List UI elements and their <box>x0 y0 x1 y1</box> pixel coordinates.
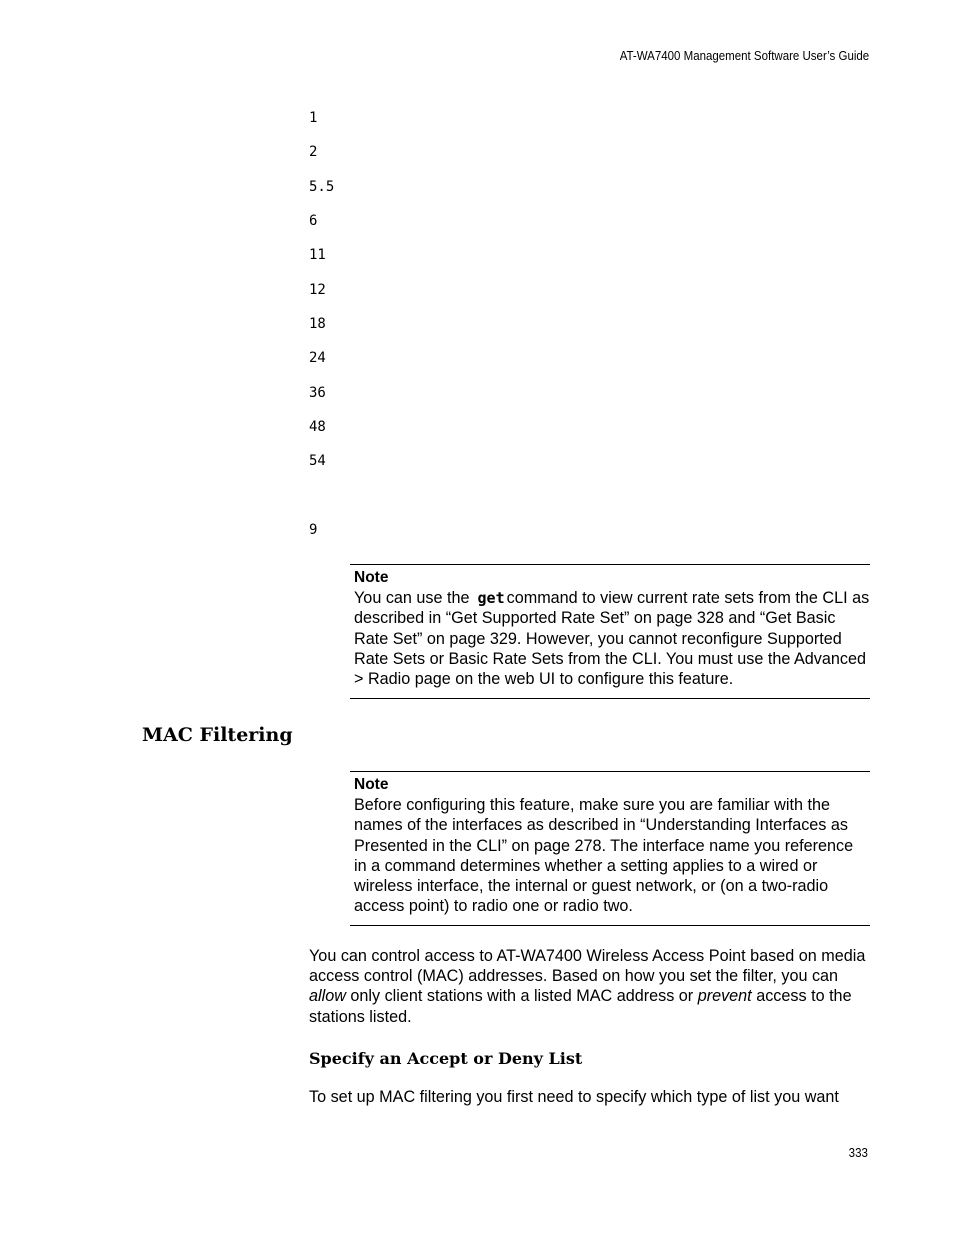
rate-value: 11 <box>309 247 326 263</box>
note-box-rate-sets <box>350 564 870 699</box>
running-header: AT-WA7400 Management Software User’s Guide <box>619 49 869 63</box>
intro-text: You can control access to AT-WA7400 Wireless Access Point based on media access control (MAC) addresses. Based on how you set the filter, you can <box>309 947 866 986</box>
note-box-interfaces <box>350 771 870 926</box>
rate-value: 6 <box>309 213 318 229</box>
emphasis-prevent: prevent <box>697 987 752 1006</box>
rate-value: 24 <box>309 350 326 366</box>
note-text-after: command to view current rate sets from the CLI as described in “Get Supported Rate Set” on page 328 and “Get Basic Rate Set” on page 329. However, you cannot reconfigure Supported Rate Sets or Basic Rate Sets from the CLI. You must use the Advanced > Radio page on the web UI to configure this feature. <box>354 589 870 689</box>
subsection-heading: Specify an Accept or Deny List <box>309 1049 583 1068</box>
rate-value: 18 <box>309 316 326 332</box>
note-text <box>354 588 870 689</box>
note-title: Note <box>354 569 389 586</box>
section-heading-mac-filtering: MAC Filtering <box>142 724 293 746</box>
intro-text: only client stations with a listed MAC address or <box>350 987 694 1006</box>
intro-text: access to the stations listed. <box>309 987 852 1026</box>
note-text-before: You can use the <box>354 589 470 607</box>
emphasis-allow: allow <box>309 987 346 1006</box>
rate-value: 36 <box>309 385 326 401</box>
rate-value: 2 <box>309 144 318 160</box>
intro-paragraph <box>309 946 875 1027</box>
body-paragraph: To set up MAC filtering you first need to specify which type of list you want <box>309 1088 839 1106</box>
rate-value: 54 <box>309 453 326 469</box>
rate-value: 48 <box>309 419 326 435</box>
page-number: 333 <box>848 1146 868 1160</box>
note-title: Note <box>354 776 389 793</box>
rate-value: 9 <box>309 522 318 538</box>
get-command: get <box>477 589 505 607</box>
rate-value: 12 <box>309 282 326 298</box>
rate-value: 5.5 <box>309 179 335 195</box>
note-text: Before configuring this feature, make sure you are familiar with the names of the interfaces as described in “Understanding Interfaces as Presented in the CLI” on page 278. The interface name you reference in a command determines whether a setting applies to a wired or wireless interface, the internal or guest network, or (on a two-radio access point) to radio one or radio two. <box>354 796 854 916</box>
rate-value: 1 <box>309 110 318 126</box>
